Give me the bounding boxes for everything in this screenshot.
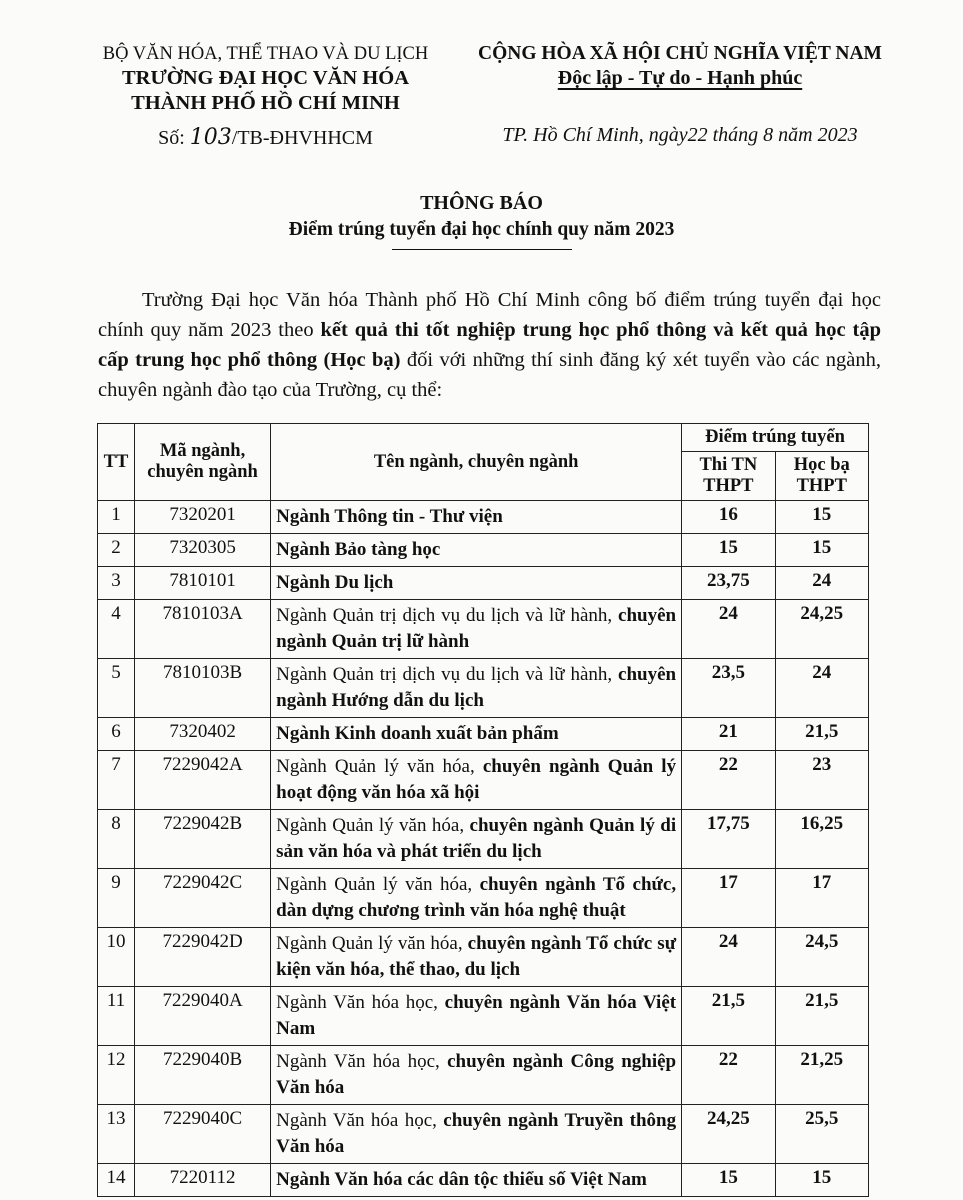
table-body xyxy=(98,501,869,1197)
row-number: 12 xyxy=(98,1046,135,1105)
program-code: 7220112 xyxy=(134,1164,270,1197)
row-number: 2 xyxy=(98,534,135,567)
table-row xyxy=(98,718,869,751)
score-thpt: 21,5 xyxy=(682,987,775,1046)
intro-text-1: Trường Đại học Văn hóa Thành phố Hồ Chí Minh công bố điểm trúng tuyển đại học chính quy năm 2023 theo xyxy=(98,289,881,341)
program-code: 7229042B xyxy=(134,810,270,869)
table-row xyxy=(98,928,869,987)
table-row xyxy=(98,751,869,810)
program-name-bold: chuyên ngành Quản lý hoạt động văn hóa xã hội xyxy=(276,756,677,803)
program-name xyxy=(271,1105,682,1164)
program-name xyxy=(271,534,682,567)
row-number: 14 xyxy=(98,1164,135,1197)
program-name xyxy=(271,810,682,869)
table-row xyxy=(98,1105,869,1164)
row-number: 3 xyxy=(98,567,135,600)
score-hocba: 21,5 xyxy=(775,987,868,1046)
ministry-name: BỘ VĂN HÓA, THỂ THAO VÀ DU LỊCH xyxy=(102,44,429,64)
date-suffix: tháng 8 năm 2023 xyxy=(707,124,858,146)
col-header-score-group: Điểm trúng tuyển xyxy=(682,424,869,452)
program-name xyxy=(271,1046,682,1105)
score-thpt: 21 xyxy=(682,718,775,751)
table-row xyxy=(98,987,869,1046)
score-hocba: 15 xyxy=(775,501,868,534)
intro-bold-text: kết quả thi tốt nghiệp trung học phổ thông và kết quả học tập cấp trung học phổ thông (Học bạ) xyxy=(98,319,881,371)
doc-number-handwritten: 103 xyxy=(189,125,232,150)
score-thpt: 15 xyxy=(682,1164,775,1197)
program-name-prefix: Ngành Quản lý văn hóa, xyxy=(276,874,480,895)
program-code: 7810103B xyxy=(134,659,270,718)
school-name-line1: TRƯỜNG ĐẠI HỌC VĂN HÓA xyxy=(121,67,409,89)
row-number: 13 xyxy=(98,1105,135,1164)
score-hocba: 21,25 xyxy=(775,1046,868,1105)
program-name-prefix: Ngành Quản lý văn hóa, xyxy=(276,756,483,777)
program-name-bold: chuyên ngành Truyền thông Văn hóa xyxy=(276,1110,677,1157)
doc-number-suffix: /TB-ĐHVHHCM xyxy=(231,127,373,149)
program-name-prefix: Ngành Văn hóa học, xyxy=(276,992,445,1013)
row-number: 1 xyxy=(98,501,135,534)
program-name xyxy=(271,987,682,1046)
program-name-bold: Ngành Du lịch xyxy=(276,572,394,593)
national-header xyxy=(460,42,900,147)
program-name xyxy=(271,567,682,600)
table-row xyxy=(98,534,869,567)
score-hocba: 24 xyxy=(775,659,868,718)
table-row xyxy=(98,1046,869,1105)
national-motto: Độc lập - Tự do - Hạnh phúc xyxy=(557,67,803,89)
program-code: 7320201 xyxy=(134,501,270,534)
row-number: 9 xyxy=(98,869,135,928)
issue-date xyxy=(460,123,900,147)
program-code: 7810101 xyxy=(134,567,270,600)
row-number: 4 xyxy=(98,600,135,659)
score-hocba: 21,5 xyxy=(775,718,868,751)
table-row xyxy=(98,659,869,718)
score-hocba: 24 xyxy=(775,567,868,600)
program-name-bold: chuyên ngành Quản lý di sản văn hóa và phát triển du lịch xyxy=(276,815,677,862)
row-number: 10 xyxy=(98,928,135,987)
program-name xyxy=(271,501,682,534)
score-hocba: 15 xyxy=(775,1164,868,1197)
program-name-bold: chuyên ngành Quản trị lữ hành xyxy=(276,605,677,652)
score-hocba: 15 xyxy=(775,534,868,567)
document-number xyxy=(78,126,453,150)
score-thpt: 17 xyxy=(682,869,775,928)
score-hocba: 25,5 xyxy=(775,1105,868,1164)
program-name xyxy=(271,751,682,810)
score-hocba: 16,25 xyxy=(775,810,868,869)
program-code: 7320402 xyxy=(134,718,270,751)
score-thpt: 22 xyxy=(682,1046,775,1105)
program-code: 7229042C xyxy=(134,869,270,928)
intro-text-2: đối với những thí sinh đăng ký xét tuyển vào các ngành, chuyên ngành đào tạo của Trường, cụ thể: xyxy=(98,349,881,401)
program-code: 7229040C xyxy=(134,1105,270,1164)
program-name-bold: Ngành Bảo tàng học xyxy=(276,539,441,560)
score-thpt: 16 xyxy=(682,501,775,534)
notice-title xyxy=(0,192,963,250)
score-thpt: 17,75 xyxy=(682,810,775,869)
program-name-prefix: Ngành Văn hóa học, xyxy=(276,1051,448,1072)
score-hocba: 24,25 xyxy=(775,600,868,659)
score-thpt: 24 xyxy=(682,928,775,987)
program-name xyxy=(271,718,682,751)
program-name-prefix: Ngành Quản lý văn hóa, xyxy=(276,815,470,836)
program-name xyxy=(271,928,682,987)
date-day-handwritten: 22 xyxy=(687,124,708,146)
col-header-thpt: Thi TN THPT xyxy=(682,452,775,501)
score-thpt: 23,5 xyxy=(682,659,775,718)
program-code: 7320305 xyxy=(134,534,270,567)
program-name-bold: Ngành Văn hóa các dân tộc thiểu số Việt Nam xyxy=(276,1169,647,1190)
intro-paragraph xyxy=(98,285,881,405)
table-row xyxy=(98,869,869,928)
col-header-name: Tên ngành, chuyên ngành xyxy=(271,424,682,501)
score-thpt: 24 xyxy=(682,600,775,659)
program-name xyxy=(271,659,682,718)
program-code: 7229040A xyxy=(134,987,270,1046)
program-name-bold: Ngành Kinh doanh xuất bản phẩm xyxy=(276,723,559,744)
score-hocba: 23 xyxy=(775,751,868,810)
table-row xyxy=(98,501,869,534)
program-name-prefix: Ngành Văn hóa học, xyxy=(276,1110,444,1131)
program-code: 7229042D xyxy=(134,928,270,987)
table-row xyxy=(98,1164,869,1197)
program-name-prefix: Ngành Quản trị dịch vụ du lịch và lữ hành, xyxy=(276,664,619,685)
score-thpt: 23,75 xyxy=(682,567,775,600)
notice-heading: THÔNG BÁO xyxy=(420,192,543,214)
row-number: 5 xyxy=(98,659,135,718)
table-row xyxy=(98,810,869,869)
col-header-code: Mã ngành, chuyên ngành xyxy=(134,424,270,501)
program-name-bold: chuyên ngành Công nghiệp Văn hóa xyxy=(276,1051,677,1098)
program-code: 7229040B xyxy=(134,1046,270,1105)
program-name-prefix: Ngành Quản trị dịch vụ du lịch và lữ hành, xyxy=(276,605,619,626)
score-thpt: 15 xyxy=(682,534,775,567)
table-row xyxy=(98,600,869,659)
table-row xyxy=(98,567,869,600)
doc-number-prefix: Số: xyxy=(158,127,190,149)
notice-subheading: Điểm trúng tuyển đại học chính quy năm 2023 xyxy=(288,219,675,240)
row-number: 8 xyxy=(98,810,135,869)
row-number: 11 xyxy=(98,987,135,1046)
program-name-bold: chuyên ngành Tổ chức sự kiện văn hóa, thể thao, du lịch xyxy=(276,933,677,980)
school-name-line2: THÀNH PHỐ HỒ CHÍ MINH xyxy=(131,92,400,114)
republic-name: CỘNG HÒA XÃ HỘI CHỦ NGHĨA VIỆT NAM xyxy=(478,43,882,64)
score-thpt: 22 xyxy=(682,751,775,810)
admission-score-table xyxy=(97,423,869,1197)
program-name-bold: Ngành Thông tin - Thư viện xyxy=(276,506,503,527)
row-number: 6 xyxy=(98,718,135,751)
score-thpt: 24,25 xyxy=(682,1105,775,1164)
program-name xyxy=(271,600,682,659)
score-hocba: 17 xyxy=(775,869,868,928)
issuer-header xyxy=(78,42,453,150)
program-name xyxy=(271,869,682,928)
table-header-row xyxy=(98,424,869,452)
date-prefix: TP. Hồ Chí Minh, ngày xyxy=(502,124,688,146)
program-name-bold: chuyên ngành Văn hóa Việt Nam xyxy=(276,992,677,1039)
score-hocba: 24,5 xyxy=(775,928,868,987)
col-header-hocba: Học bạ THPT xyxy=(775,452,868,501)
program-name xyxy=(271,1164,682,1197)
program-name-prefix: Ngành Quản lý văn hóa, xyxy=(276,933,468,954)
program-name-bold: chuyên ngành Hướng dẫn du lịch xyxy=(276,664,677,711)
program-code: 7229042A xyxy=(134,751,270,810)
title-divider xyxy=(392,249,572,250)
col-header-tt: TT xyxy=(98,424,135,501)
program-code: 7810103A xyxy=(134,600,270,659)
program-name-bold: chuyên ngành Tổ chức, dàn dựng chương trình văn hóa nghệ thuật xyxy=(276,874,677,921)
row-number: 7 xyxy=(98,751,135,810)
